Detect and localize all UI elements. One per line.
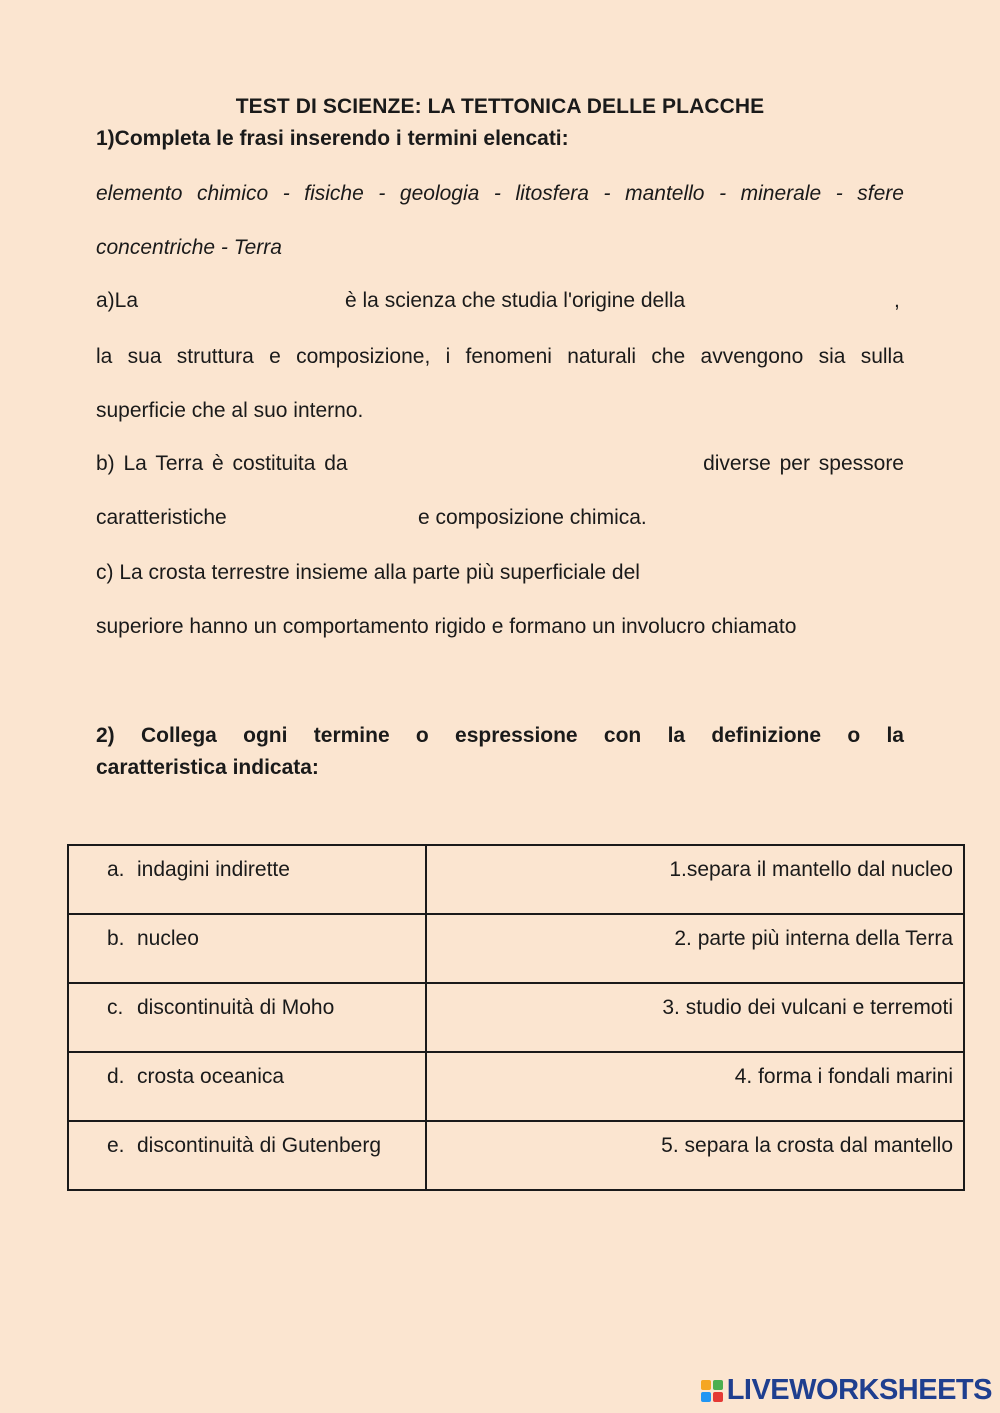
blank-a-2[interactable] xyxy=(735,289,890,315)
sentence-c-line-1: c) La crosta terrestre insieme alla parte più superficiale del xyxy=(96,561,640,584)
word: composizione, xyxy=(296,345,431,368)
word: sua xyxy=(127,345,162,368)
word: sulla xyxy=(860,345,904,368)
word: avvengono xyxy=(700,345,804,368)
definition-text: 5. separa la crosta dal mantello xyxy=(661,1134,953,1157)
term-cell[interactable] xyxy=(68,1121,426,1190)
word: o xyxy=(847,724,861,747)
word: la xyxy=(667,724,686,747)
sentence-a-line-2 xyxy=(96,344,904,370)
term-word: geologia xyxy=(399,182,480,205)
word: ogni xyxy=(243,724,288,747)
term-text: discontinuità di Moho xyxy=(137,996,335,1019)
term-cell[interactable] xyxy=(68,845,426,914)
blank-c-1[interactable] xyxy=(712,560,902,586)
definition-cell[interactable] xyxy=(426,1052,964,1121)
matching-table xyxy=(67,844,965,1191)
term-separator: - xyxy=(378,182,386,205)
logo-text: LIVEWORKSHEETS xyxy=(726,1374,992,1406)
word: la xyxy=(96,345,113,368)
term-separator: - xyxy=(493,182,501,205)
word: 2) xyxy=(96,724,115,747)
term-text: crosta oceanica xyxy=(137,1065,285,1088)
liveworksheets-logo-icon xyxy=(701,1380,723,1402)
sentence-c-line-2: superiore hanno un comportamento rigido e formano un involucro chiamato xyxy=(96,615,797,638)
list-letter: a. xyxy=(107,858,125,881)
blank-a-1[interactable] xyxy=(150,289,335,315)
word: termine xyxy=(313,724,390,747)
sentence-a-line-3: superficie che al suo interno. xyxy=(96,399,364,422)
word: Collega xyxy=(140,724,217,747)
definition-text: 2. parte più interna della Terra xyxy=(674,927,953,950)
table-row xyxy=(68,914,964,983)
list-letter: e. xyxy=(107,1134,125,1157)
list-letter: c. xyxy=(107,996,124,1019)
term-separator: - xyxy=(835,182,843,205)
definition-cell[interactable] xyxy=(426,914,964,983)
definition-text: 4. forma i fondali marini xyxy=(734,1065,953,1088)
definition-cell[interactable] xyxy=(426,845,964,914)
terms-list-line-2: concentriche - Terra xyxy=(96,236,282,259)
term-separator: - xyxy=(603,182,611,205)
page-title: TEST DI SCIENZE: LA TETTONICA DELLE PLACCHE xyxy=(235,95,765,118)
table-row xyxy=(68,845,964,914)
term-text: nucleo xyxy=(137,927,199,950)
sentence-a-part-3: , xyxy=(894,289,900,312)
definition-cell[interactable] xyxy=(426,1121,964,1190)
term-cell[interactable] xyxy=(68,983,426,1052)
sentence-a-part-1: a)La xyxy=(96,289,139,312)
list-letter: b. xyxy=(107,927,125,950)
word: i xyxy=(445,345,451,368)
word: sia xyxy=(818,345,846,368)
term-text: discontinuità di Gutenberg xyxy=(137,1134,381,1157)
term-cell[interactable] xyxy=(68,1052,426,1121)
terms-list-line-1 xyxy=(96,181,904,207)
sentence-b-line-2-part-2: e composizione chimica. xyxy=(418,506,647,529)
word: o xyxy=(415,724,429,747)
word: naturali xyxy=(567,345,637,368)
table-row xyxy=(68,1121,964,1190)
term-separator: - xyxy=(282,182,290,205)
term-word: litosfera xyxy=(515,182,589,205)
sentence-a-part-2: è la scienza che studia l'origine della xyxy=(345,289,686,312)
definition-cell[interactable] xyxy=(426,983,964,1052)
term-word: chimico xyxy=(196,182,269,205)
liveworksheets-logo xyxy=(701,1374,992,1407)
word: la xyxy=(886,724,904,747)
word: struttura xyxy=(176,345,254,368)
word: e xyxy=(269,345,281,368)
word: fenomeni xyxy=(465,345,552,368)
blank-c-2[interactable] xyxy=(96,660,396,686)
term-word: sfere xyxy=(857,182,904,205)
blank-b-1[interactable] xyxy=(385,452,670,478)
term-text: indagini indirette xyxy=(137,858,290,881)
term-separator: - xyxy=(719,182,727,205)
section-2-heading xyxy=(96,720,904,784)
definition-text: 3. studio dei vulcani e terremoti xyxy=(662,996,953,1019)
list-letter: d. xyxy=(107,1065,125,1088)
word: definizione xyxy=(711,724,822,747)
definition-text: 1.separa il mantello dal nucleo xyxy=(669,858,953,881)
word: con xyxy=(603,724,642,747)
section-2-heading-line-2: caratteristica indicata: xyxy=(96,756,319,779)
table-row xyxy=(68,1052,964,1121)
term-word: mantello xyxy=(625,182,705,205)
sentence-b-part-2: diverse per spessore xyxy=(703,452,904,475)
sentence-b-part-1: b) La Terra è costituita da xyxy=(96,452,348,475)
section-1-heading: 1)Completa le frasi inserendo i termini elencati: xyxy=(96,127,569,150)
word: espressione xyxy=(455,724,578,747)
term-cell[interactable] xyxy=(68,914,426,983)
term-word: elemento xyxy=(96,182,183,205)
term-word: fisiche xyxy=(304,182,364,205)
word: che xyxy=(651,345,686,368)
blank-b-2[interactable] xyxy=(250,506,410,532)
sentence-b-line-2-part-1: caratteristiche xyxy=(96,506,227,529)
table-row xyxy=(68,983,964,1052)
term-word: minerale xyxy=(740,182,822,205)
